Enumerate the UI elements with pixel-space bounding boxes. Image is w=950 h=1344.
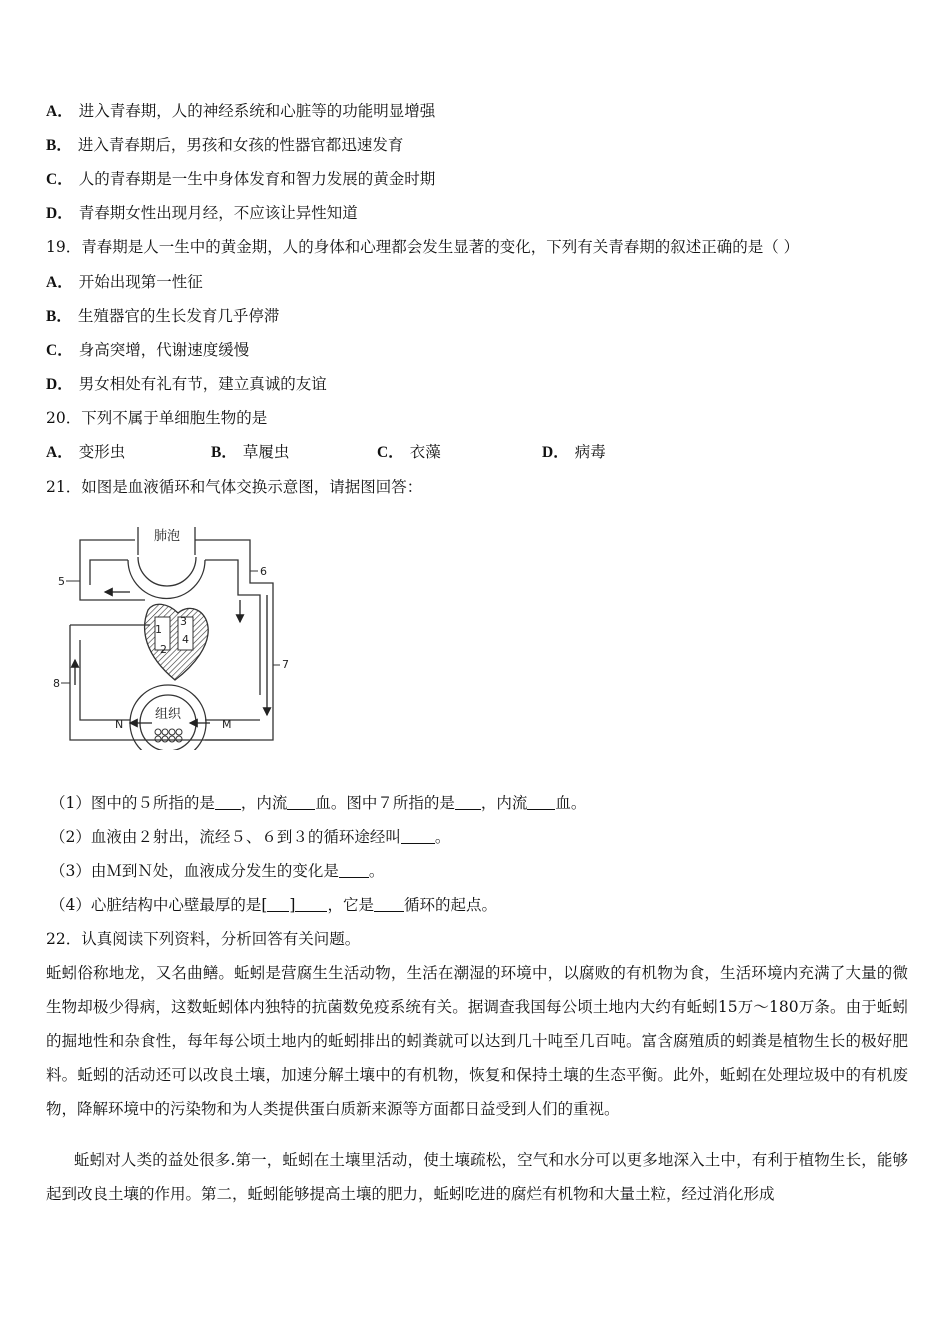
q20-option-b: B． 草履虫: [211, 443, 290, 461]
label-6: 6: [260, 565, 267, 578]
label-m: M: [222, 718, 232, 731]
answer-blank[interactable]: [455, 795, 481, 810]
q21-sub3: （3）由Ｍ到Ｎ处，血液成分发生的变化是 。: [50, 862, 385, 880]
alveolus-capillary-inner: [138, 557, 196, 586]
answer-blank[interactable]: [374, 897, 404, 912]
q19-option-b: B． 生殖器官的生长发育几乎停滞: [46, 307, 280, 325]
answer-blank[interactable]: [287, 795, 315, 810]
answer-blank[interactable]: [401, 829, 435, 844]
blood-circulation-diagram: [50, 515, 310, 750]
q20-option-d: D． 病毒: [542, 443, 606, 461]
label-1: 1: [155, 623, 162, 636]
q20-option-a: A． 变形虫: [46, 443, 126, 461]
answer-blank[interactable]: [215, 795, 241, 810]
label-n: N: [115, 718, 124, 731]
answer-blank[interactable]: [295, 897, 327, 912]
q22-paragraph-1: 蚯蚓俗称地龙，又名曲鳝。蚯蚓是营腐生生活动物，生活在潮湿的环境中，以腐败的有机物为食，生活环境内充满了大量的微生物却极少得病，这数蚯蚓体内独特的抗菌数免疫系统有关。据调查我国每公顷土地内大约有蚯蚓15万～180万条。由于蚯蚓的掘地性和杂食性，每年每公顷土地内的蚯蚓排出的蚓粪就可以达到几十吨至几百吨。富含腐殖质的蚓粪是植物生长的极好肥料。蚯蚓的活动还可以改良土壤，加速分解土壤中的有机物，恢复和保持土壤的生态平衡。此外，蚯蚓在处理垃圾中的有机废物，降解环境中的污染物和为人类提供蛋白质新来源等方面都日益受到人们的重视。: [46, 964, 908, 1118]
aorta-outer-wall: [205, 705, 273, 740]
q21-stem: 21．如图是血液循环和气体交换示意图，请据图回答：: [46, 478, 423, 496]
q20-stem: 20．下列不属于单细胞生物的是: [46, 409, 268, 427]
alveolus-label: 肺泡: [154, 529, 181, 544]
q22-stem: 22．认真阅读下列资料，分析回答有关问题。: [46, 930, 361, 948]
label-8: 8: [53, 677, 60, 690]
heart: [145, 604, 209, 680]
answer-blank[interactable]: [267, 897, 289, 912]
q19-stem: 19．青春期是人一生中的黄金期，人的身体和心理都会发生显著的变化，下列有关青春期的叙述正确的是（ ）: [46, 238, 800, 256]
label-2: 2: [160, 643, 167, 656]
pulmonary-artery-inner-wall: [205, 560, 260, 695]
q18-option-d: D． 青春期女性出现月经，不应该让异性知道: [46, 204, 358, 222]
q21-sub4: （4）心脏结构中心壁最厚的是[ ] ，它是 循环的起点。: [50, 896, 498, 914]
q18-option-a: A． 进入青春期，人的神经系统和心脏等的功能明显增强: [46, 102, 436, 120]
tissue-label: 组织: [155, 707, 182, 722]
q19-option-d: D． 男女相处有礼有节，建立真诚的友谊: [46, 375, 327, 393]
pulmonary-vein-inner-wall: [90, 560, 128, 585]
answer-blank[interactable]: [527, 795, 555, 810]
q21-sub2: （2）血液由２射出，流经５、６到３的循环途经叫 。: [50, 828, 451, 846]
label-4: 4: [182, 633, 189, 646]
label-3: 3: [180, 615, 187, 628]
label-7: 7: [282, 658, 289, 671]
q18-option-c: C． 人的青春期是一生中身体发育和智力发展的黄金时期: [46, 170, 436, 188]
q21-sub1: （1）图中的５所指的是 ，内流 血。图中７所指的是 ，内流 血。: [50, 794, 587, 812]
q19-option-a: A． 开始出现第一性征: [46, 273, 203, 291]
answer-blank[interactable]: [339, 863, 369, 878]
systemic-vein-inner-wall: [80, 640, 130, 720]
q22-paragraph-2: 蚯蚓对人类的益处很多.第一，蚯蚓在土壤里活动，使土壤疏松，空气和水分可以更多地深入土中，有利于植物生长，能够起到改良土壤的作用。第二，蚯蚓能够提高土壤的肥力，蚯蚓吃进的腐烂有机物和大量土粒，经过消化形成: [46, 1151, 908, 1203]
q19-option-c: C． 身高突增，代谢速度缓慢: [46, 341, 250, 359]
q18-option-b: B． 进入青春期后，男孩和女孩的性器官都迅速发育: [46, 136, 404, 154]
label-5: 5: [58, 575, 65, 588]
q20-option-c: C． 衣藻: [377, 443, 441, 461]
